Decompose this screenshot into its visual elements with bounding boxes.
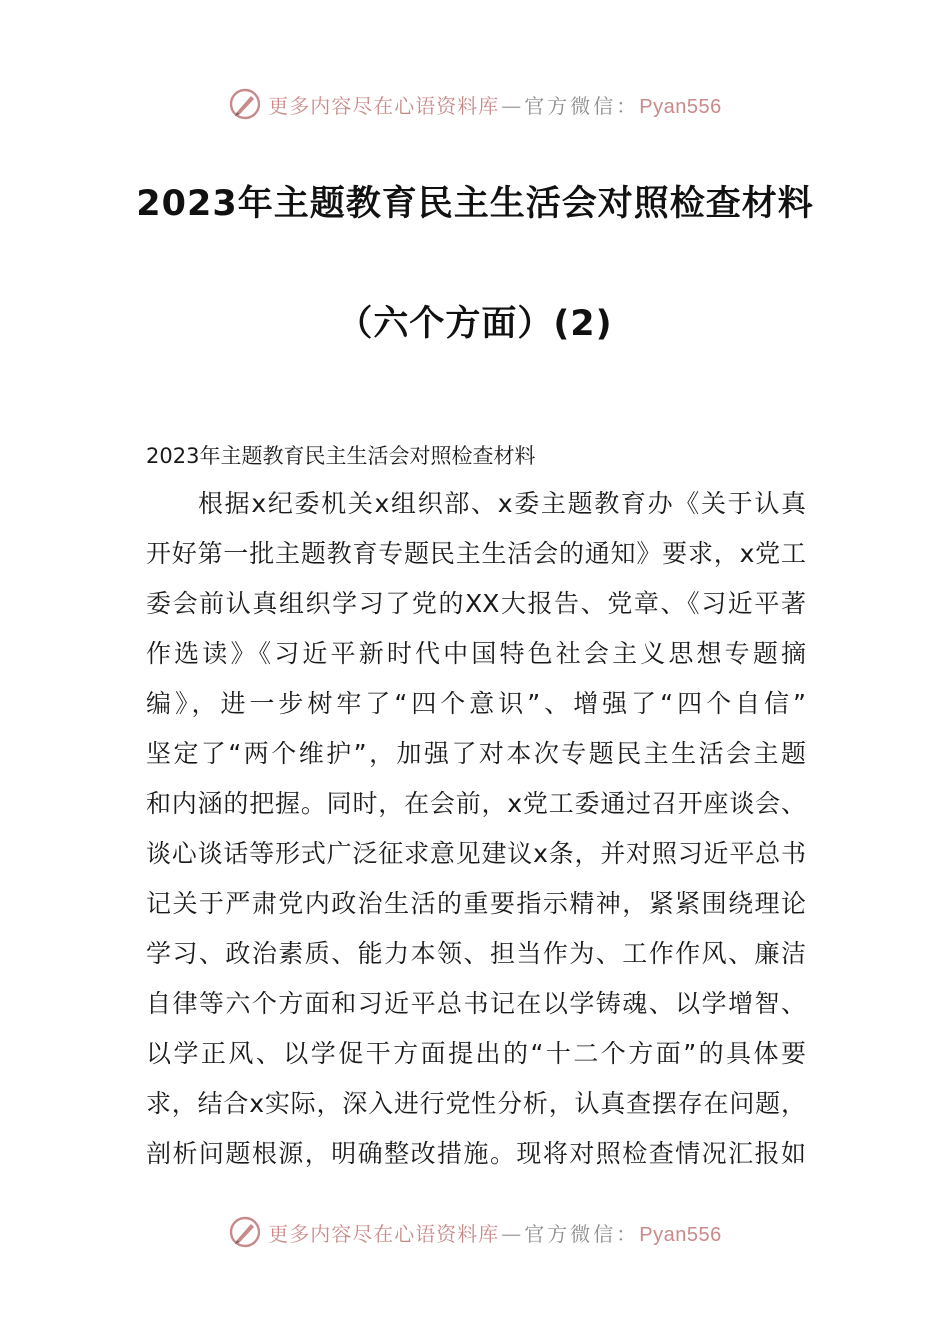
watermark-official: 官方微信： <box>524 93 640 118</box>
paragraph-line: 和内涵的把握。同时，在会前，x党工委通过召开座谈会、 <box>146 789 806 818</box>
document-heading: 2023年主题教育民主生活会对照检查材料 <box>146 444 536 468</box>
page-subtitle: （六个方面）(2) <box>337 304 613 344</box>
paragraph-line: 记关于严肃党内政治生活的重要指示精神，紧紧围绕理论 <box>146 889 806 918</box>
paragraph-line: 委会前认真组织学习了党的XX大报告、党章、《习近平著 <box>146 589 806 618</box>
paragraph-line: 自律等六个方面和习近平总书记在以学铸魂、以学增智、 <box>146 989 806 1018</box>
page-title: 2023年主题教育民主生活会对照检查材料 <box>136 184 814 224</box>
body-paragraph <box>146 484 806 1184</box>
paragraph-line: 谈心谈话等形式广泛征求意见建议x条，并对照习近平总书 <box>146 839 806 868</box>
pen-logo-icon <box>228 1215 262 1249</box>
paragraph-line: 以学正风、以学促干方面提出的“十二个方面”的具体要 <box>146 1039 806 1068</box>
watermark-brand: 更多内容尽在心语资料库 <box>268 93 500 118</box>
paragraph-line: 根据x纪委机关x组织部、x委主题教育办《关于认真 <box>198 489 806 518</box>
pen-logo-icon <box>228 87 262 121</box>
paragraph-line: 学习、政治素质、能力本领、担当作为、工作作风、廉洁 <box>146 939 806 968</box>
paragraph-line: 坚定了“两个维护”，加强了对本次专题民主生活会主题 <box>146 739 806 768</box>
paragraph-line: 作选读》《习近平新时代中国特色社会主义思想专题摘 <box>146 639 806 668</box>
watermark-dash: — <box>501 1221 523 1246</box>
watermark-brand: 更多内容尽在心语资料库 <box>268 1221 500 1246</box>
watermark-id: Pyan556 <box>639 1223 722 1246</box>
watermark-header <box>0 84 950 124</box>
paragraph-line: 开好第一批主题教育专题民主生活会的通知》要求，x党工 <box>146 539 806 568</box>
watermark-dash: — <box>501 93 523 118</box>
watermark-official: 官方微信： <box>524 1221 640 1246</box>
paragraph-line: 编》，进一步树牢了“四个意识”、增强了“四个自信” <box>146 689 806 718</box>
watermark-text <box>268 1218 721 1247</box>
paragraph-line: 求，结合x实际，深入进行党性分析，认真查摆存在问题， <box>146 1089 806 1118</box>
watermark-id: Pyan556 <box>639 95 722 118</box>
watermark-footer <box>0 1212 950 1252</box>
paragraph-line: 剖析问题根源，明确整改措施。现将对照检查情况汇报如 <box>146 1139 806 1168</box>
watermark-text <box>268 90 721 119</box>
